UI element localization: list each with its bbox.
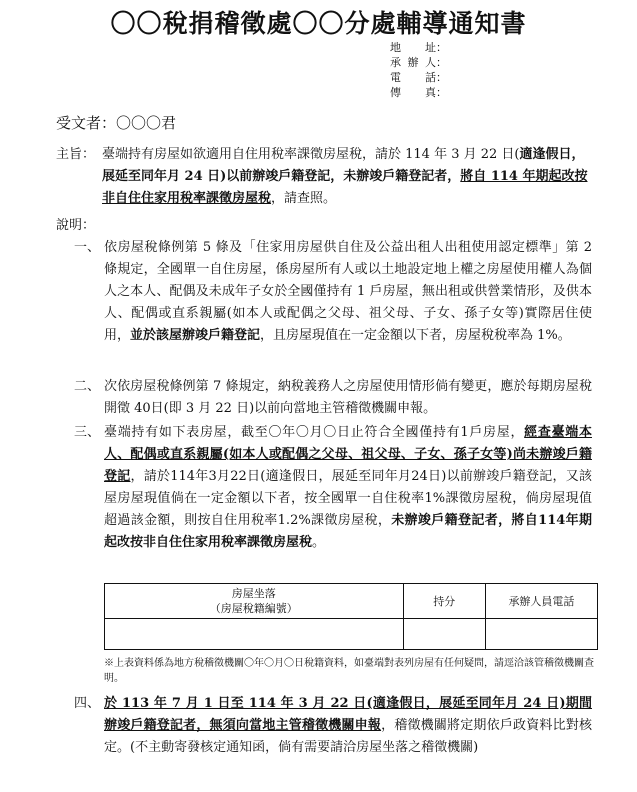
contact-label: 電 話 <box>390 71 436 84</box>
item-bold: 未辦竣戶籍登記者，將自114年期起改按非自住住家用稅率課徵房屋稅 <box>104 513 592 550</box>
item-part: 臺端持有如下表房屋，截至〇年〇月〇日止符合全國僅持有1戶房屋， <box>104 425 525 440</box>
contact-fax <box>390 85 447 100</box>
cell-location <box>105 619 404 650</box>
document-title: 〇〇稅捐稽徵處〇〇分處輔導通知書 <box>110 9 527 38</box>
item-part: 。 <box>312 535 326 550</box>
contact-value: ： <box>436 56 447 69</box>
item-bold-underline: 經查臺端本人、配偶或直系親屬(如本人或配偶之父母、祖父母、子女、孫子女等)尚未辦竣戶籍登記 <box>104 425 592 484</box>
contact-label: 承辦人 <box>390 56 436 69</box>
item-2-text <box>104 376 592 420</box>
subject-part: 臺端持有房屋如欲適用自住用稅率課徵房屋稅，請於 114 年 3 月 22 日( <box>102 147 520 162</box>
recipient: 受文者：〇〇〇君 <box>56 114 177 132</box>
contact-phone <box>390 70 447 85</box>
item-3-text <box>104 422 592 554</box>
contact-value: ： <box>436 71 447 84</box>
header-phone: 承辦人員電話 <box>485 584 597 619</box>
table-header-row <box>105 584 598 619</box>
header-share: 持分 <box>403 584 485 619</box>
subject-bold: 適逢假日，展延至同年月 24 日)以前辦竣戶籍登記，未辦竣戶籍登記者， <box>102 147 585 184</box>
subject-bold-underline: 將自 114 年期起改按非自住住家用稅率課徵房屋稅 <box>102 169 588 206</box>
item-part: ，稽徵機關將定期依戶政資料比對核定。(不主動寄發核定通知函，倘有需要請洽房屋坐落之稽徵機關) <box>104 718 592 755</box>
item-part: ，請於114年3月22日(適逢假日，展延至同年月24日)以前辦竣戶籍登記，又該屋房屋現值倘在一定金額以下者，按全國單一自住稅率1%課徵房屋稅，倘房屋現值超過該金額，則按自住用稅率1.2%課徵房屋稅， <box>104 469 592 528</box>
house-table <box>104 583 598 650</box>
contact-value: ： <box>436 86 447 99</box>
item-4-text <box>104 693 592 759</box>
table-note: ※上表資料係為地方稅稽徵機關〇年〇月〇日稅籍資料，如臺端對表列房屋有任何疑問，請逕洽該管稽徵機關查明。 <box>104 658 594 684</box>
item-1-text <box>104 237 592 347</box>
item-part: 次依房屋稅條例第 7 條規定，納稅義務人之房屋使用情形倘有變更，應於每期房屋稅開徵 40日(即 3 月 22 日)以前向當地主管稽徵機關申報。 <box>104 379 592 416</box>
table-row <box>105 619 598 650</box>
header-location <box>105 584 404 619</box>
item-bold-underline: 於 113 年 7 月 1 日至 114 年 3 月 22 日(適逢假日，展延至同年月 24 日)期間辦竣戶籍登記者，無須向當地主管稽徵機關申報 <box>104 696 592 733</box>
item-number: 一、 <box>74 240 101 255</box>
subject-text <box>102 144 592 210</box>
subject-label: 主旨： <box>56 147 96 162</box>
cell-share <box>403 619 485 650</box>
contact-address <box>390 40 447 55</box>
item-part: 依房屋稅條例第 5 條及「住家用房屋供自住及公益出租人出租使用認定標準」第 2 條規定，全國單一自住房屋，係房屋所有人或以土地設定地上權之房屋使用權人為個人之本人、配偶及未成年子女於全國僅持有 1 戶房屋，無出租或供營業情形，及供本人、配偶或直系親屬(如本人或配偶之父母、祖父母、子女、孫子女等)實際居住使用， <box>104 240 592 343</box>
contact-value: ： <box>436 41 447 54</box>
contact-label: 傳 真 <box>390 86 436 99</box>
subject-part: ，請查照。 <box>271 191 337 206</box>
contact-label: 地 址 <box>390 41 436 54</box>
contact-handler <box>390 55 447 70</box>
item-number: 二、 <box>74 379 101 394</box>
description-label: 說明： <box>56 218 96 233</box>
item-number: 三、 <box>74 425 101 440</box>
item-part: ，且房屋現值在一定金額以下者，房屋稅稅率為 1%。 <box>260 328 571 343</box>
header-location-line: （房屋稅籍編號） <box>209 602 298 615</box>
item-bold: 並於該屋辦竣戶籍登記 <box>130 328 261 343</box>
item-number: 四、 <box>74 696 101 711</box>
cell-phone <box>485 619 597 650</box>
header-location-line: 房屋坐落 <box>231 587 276 600</box>
